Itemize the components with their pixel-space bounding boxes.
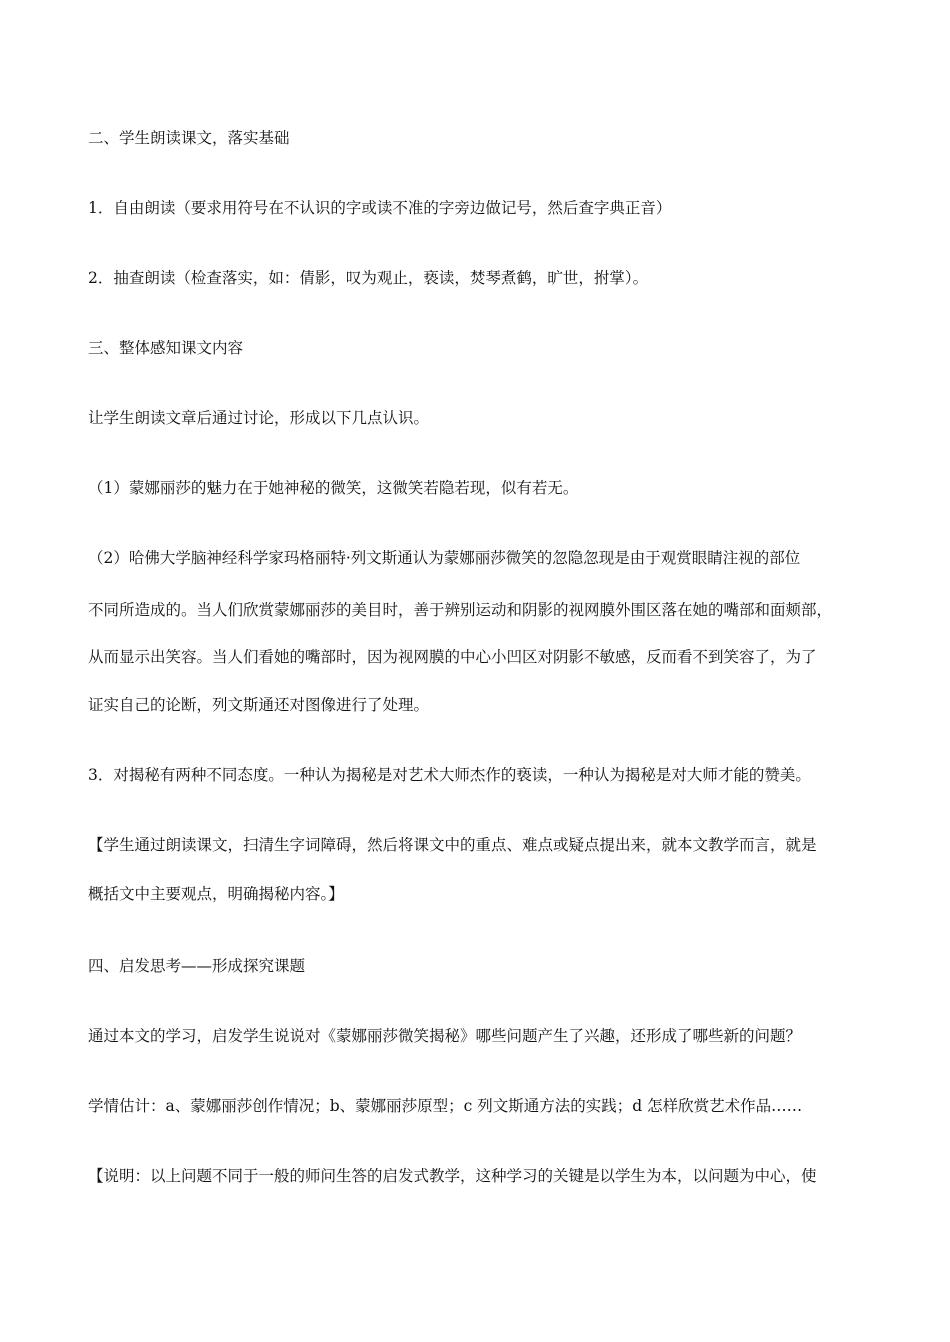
point-1: （1）蒙娜丽莎的魅力在于她神秘的微笑，这微笑若隐若现，似有若无。	[88, 479, 579, 497]
learning-estimate: 学情估计：a、蒙娜丽莎创作情况；b、蒙娜丽莎原型；c 列文斯通方法的实践；d 怎样欣赏艺术作品……	[88, 1097, 803, 1115]
point-2-line-2: 不同所造成的。当人们欣赏蒙娜丽莎的美目时，善于辨别运动和阴影的视网膜外围区落在她的嘴部和面颊部，	[88, 601, 833, 619]
point-2-line-1: （2）哈佛大学脑神经科学家玛格丽特·列文斯通认为蒙娜丽莎微笑的忽隐忽现是由于观赏眼睛注视的部位	[88, 549, 801, 567]
section-heading-3: 三、整体感知课文内容	[88, 339, 244, 357]
section-heading-2: 二、学生朗读课文，落实基础	[88, 129, 290, 147]
paragraph-intro-4: 通过本文的学习，启发学生说说对《蒙娜丽莎微笑揭秘》哪些问题产生了兴趣，还形成了哪些新的问题？	[88, 1027, 802, 1045]
paragraph-intro-3: 让学生朗读文章后通过讨论，形成以下几点认识。	[88, 409, 430, 427]
explanation-note: 【说明：以上问题不同于一般的师问生答的启发式教学，这种学习的关键是以学生为本，以问题为中心，使	[88, 1167, 817, 1185]
point-2-line-3: 从而显示出笑容。当人们看她的嘴部时，因为视网膜的中心小凹区对阴影不敏感，反而看不到笑容了，为了	[88, 648, 817, 666]
teaching-note-line-2: 概括文中主要观点，明确揭秘内容。】	[88, 885, 344, 903]
list-item-spot-check-reading: 2．抽查朗读（检查落实，如：倩影，叹为观止，亵读，焚琴煮鹤，旷世，拊掌）。	[88, 269, 649, 287]
point-3: 3．对揭秘有两种不同态度。一种认为揭秘是对艺术大师杰作的亵读，一种认为揭秘是对大师才能的赞美。	[88, 766, 811, 784]
section-heading-4: 四、启发思考——形成探究课题	[88, 957, 306, 975]
list-item-free-reading: 1．自由朗读（要求用符号在不认识的字或读不准的字旁边做记号，然后查字典正音）	[88, 199, 672, 217]
teaching-note-line-1: 【学生通过朗读课文，扫清生字词障碍，然后将课文中的重点、难点或疑点提出来，就本文教学而言，就是	[88, 836, 817, 854]
point-2-line-4: 证实自己的论断，列文斯通还对图像进行了处理。	[88, 696, 430, 714]
